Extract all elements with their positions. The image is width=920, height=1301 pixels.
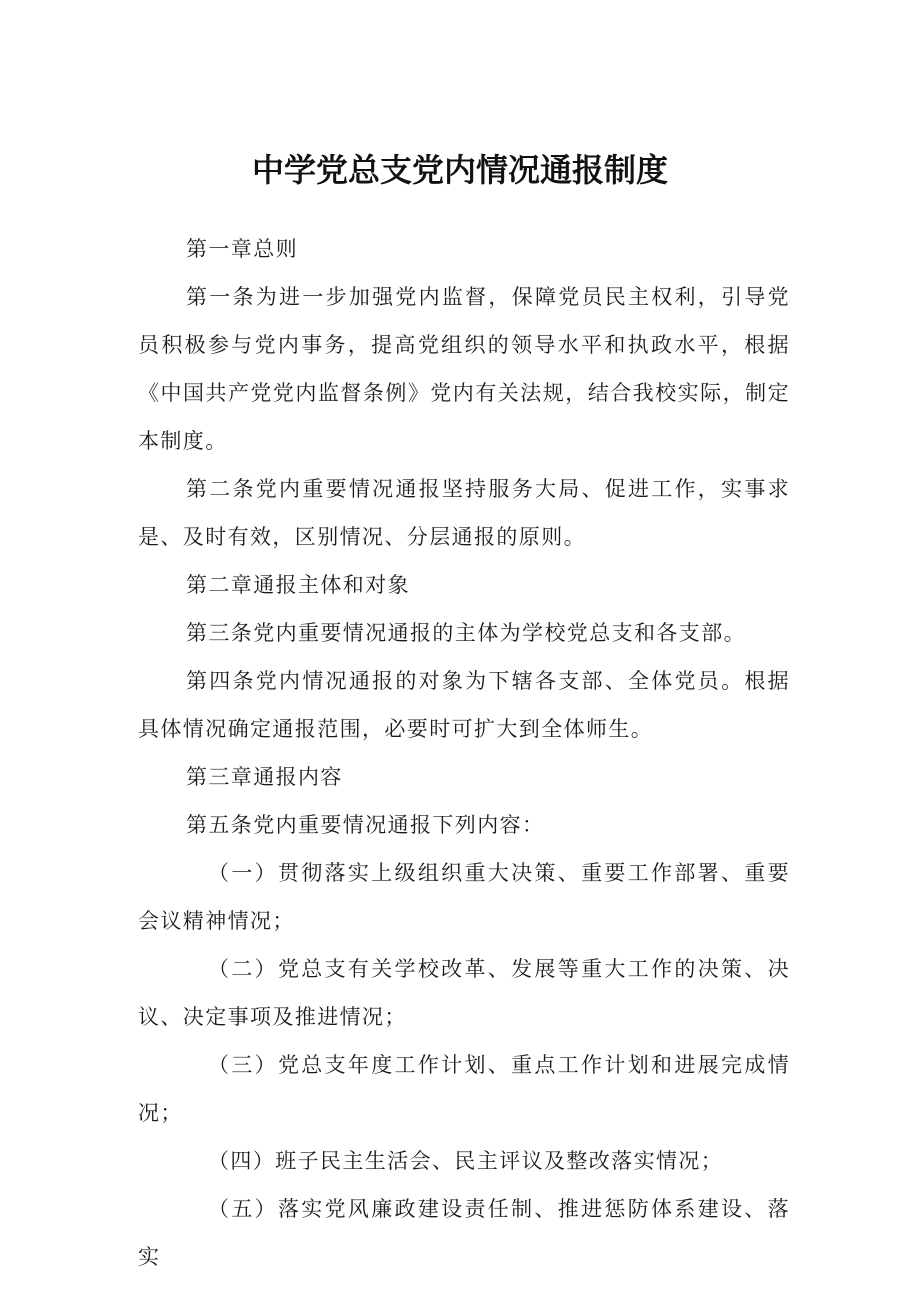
- list-item-4: （四）班子民主生活会、民主评议及整改落实情况；: [208, 1149, 724, 1173]
- list-item-1: （一）贯彻落实上级组织重大决策、重要工作部署、重要会议精神情况；: [138, 861, 790, 933]
- list-item-5: （五）落实党风廉政建设责任制、推进惩防体系建设、落实: [138, 1197, 790, 1269]
- document-body: [138, 225, 790, 1281]
- article-paragraph-4: 第四条党内情况通报的对象为下辖各支部、全体党员。根据具体情况确定通报范围，必要时可扩大到全体师生。: [138, 669, 790, 741]
- article-paragraph-3: 第三条党内重要情况通报的主体为学校党总支和各支部。: [186, 621, 746, 645]
- list-item-2: （二）党总支有关学校改革、发展等重大工作的决策、决议、决定事项及推进情况；: [138, 957, 790, 1029]
- chapter-heading-3: 第三章通报内容: [186, 765, 343, 789]
- article-paragraph-2: 第二条党内重要情况通报坚持服务大局、促进工作，实事求是、及时有效，区别情况、分层通报的原则。: [138, 477, 790, 549]
- document-title: 中学党总支党内情况通报制度: [251, 151, 668, 189]
- chapter-heading-1: 第一章总则: [186, 237, 298, 261]
- list-item-3: （三）党总支年度工作计划、重点工作计划和进展完成情况；: [138, 1053, 790, 1125]
- article-paragraph-5: 第五条党内重要情况通报下列内容：: [186, 813, 545, 837]
- chapter-heading-2: 第二章通报主体和对象: [186, 573, 410, 597]
- article-paragraph-1: 第一条为进一步加强党内监督，保障党员民主权利，引导党员积极参与党内事务，提高党组织的领导水平和执政水平，根据《中国共产党党内监督条例》党内有关法规，结合我校实际，制定本制度。: [138, 285, 790, 453]
